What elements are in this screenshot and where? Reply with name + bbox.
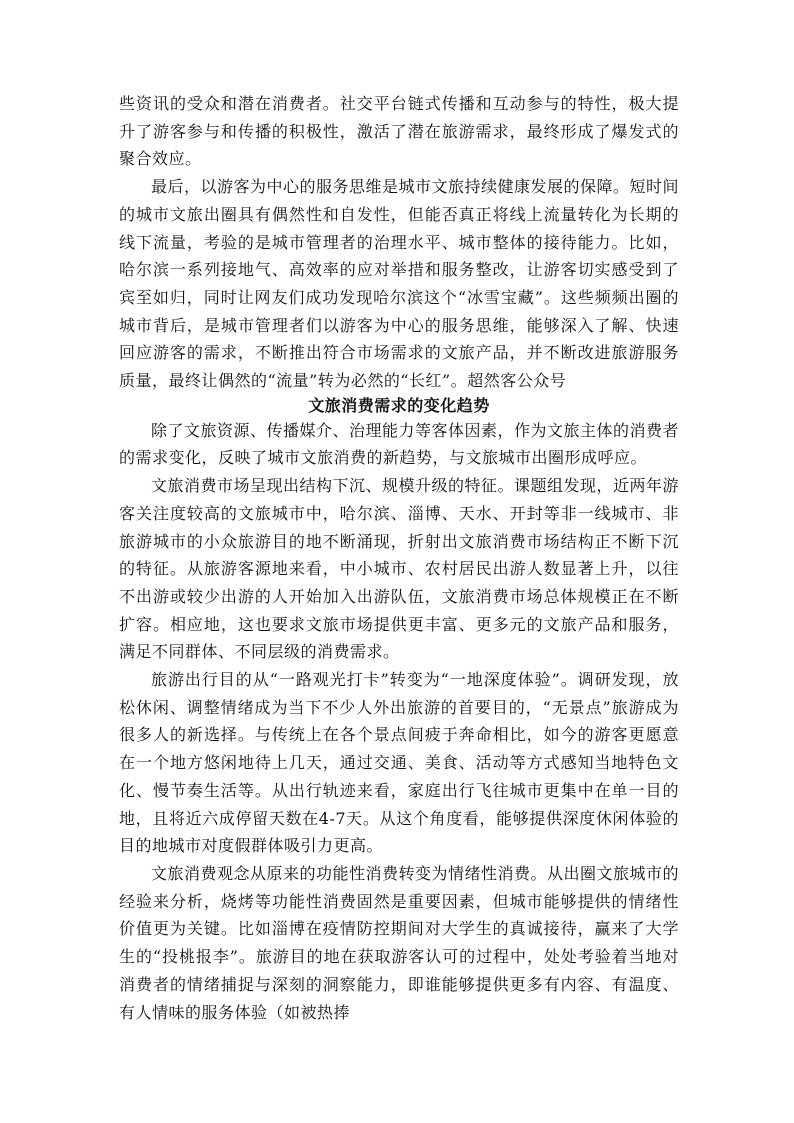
paragraph-2: 最后，以游客为中心的服务思维是城市文旅持续健康发展的保障。短时间的城市文旅出圈具有偶然性和自发性，但能否真正将线上流量转化为长期的线下流量，考验的是城市管理者的治理水平、城市整体的接待能力。比如，哈尔滨一系列接地气、高效率的应对举措和服务整改，让游客切实感受到了宾至如归，同时让网友们成功发现哈尔滨这个“冰雪宝藏”。这些频频出圈的城市背后，是城市管理者们以游客为中心的服务思维，能够深入了解、快速回应游客的需求，不断推出符合市场需求的文旅产品，并不断改进旅游服务质量，最终让偶然的“流量”转为必然的“长红”。超然客公众号 <box>119 177 680 391</box>
document-page <box>119 90 679 1026</box>
paragraph-1: 些资讯的受众和潜在消费者。社交平台链式传播和互动参与的特性，极大提升了游客参与和传播的积极性，激活了潜在旅游需求，最终形成了爆发式的聚合效应。 <box>119 94 679 169</box>
paragraph-6: 文旅消费观念从原来的功能性消费转变为情绪性消费。从出圈文旅城市的经验来分析，烧烤等功能性消费固然是重要因素，但城市能够提供的情绪性价值更为关键。比如淄博在疫情防控期间对大学生的真诚接待，赢来了大学生的“投桃报李”。旅游目的地在获取游客认可的过程中，处处考验着当地对消费者的情绪捕捉与深刻的洞察能力，即谁能够提供更多有内容、有温度、有人情味的服务体验（如被热捧 <box>119 863 680 1022</box>
paragraph-3: 除了文旅资源、传播媒介、治理能力等客体因素，作为文旅主体的消费者的需求变化，反映了城市文旅消费的新趋势，与文旅城市出圈形成呼应。 <box>119 420 680 468</box>
paragraph-5: 旅游出行目的从“一路观光打卡”转变为“一地深度体验”。调研发现，放松休闲、调整情绪成为当下不少人外出旅游的首要目的，“无景点”旅游成为很多人的新选择。与传统上在各个景点间疲于奔命相比，如今的游客更愿意在一个地方悠闲地待上几天，通过交通、美食、活动等方式感知当地特色文化、慢节奏生活等。从出行轨迹来看，家庭出行飞往城市更集中在单一目的地，且将近六成停留天数在4-7天。从这个角度看，能够提供深度休闲体验的目的地城市对度假群体吸引力更高。 <box>119 670 679 856</box>
section-heading: 文旅消费需求的变化趋势 <box>308 395 490 415</box>
paragraph-4: 文旅消费市场呈现出结构下沉、规模升级的特征。课题组发现，近两年游客关注度较高的文旅城市中，哈尔滨、淄博、天水、开封等非一线城市、非旅游城市的小众旅游目的地不断涌现，折射出文旅消费市场结构正不断下沉的特征。从旅游客源地来看，中小城市、农村居民出游人数显著上升，以往不出游或较少出游的人开始加入出游队伍，文旅消费市场总体规模正在不断扩容。相应地，这也要求文旅市场提供更丰富、更多元的文旅产品和服务，满足不同群体、不同层级的消费需求。 <box>119 476 680 662</box>
